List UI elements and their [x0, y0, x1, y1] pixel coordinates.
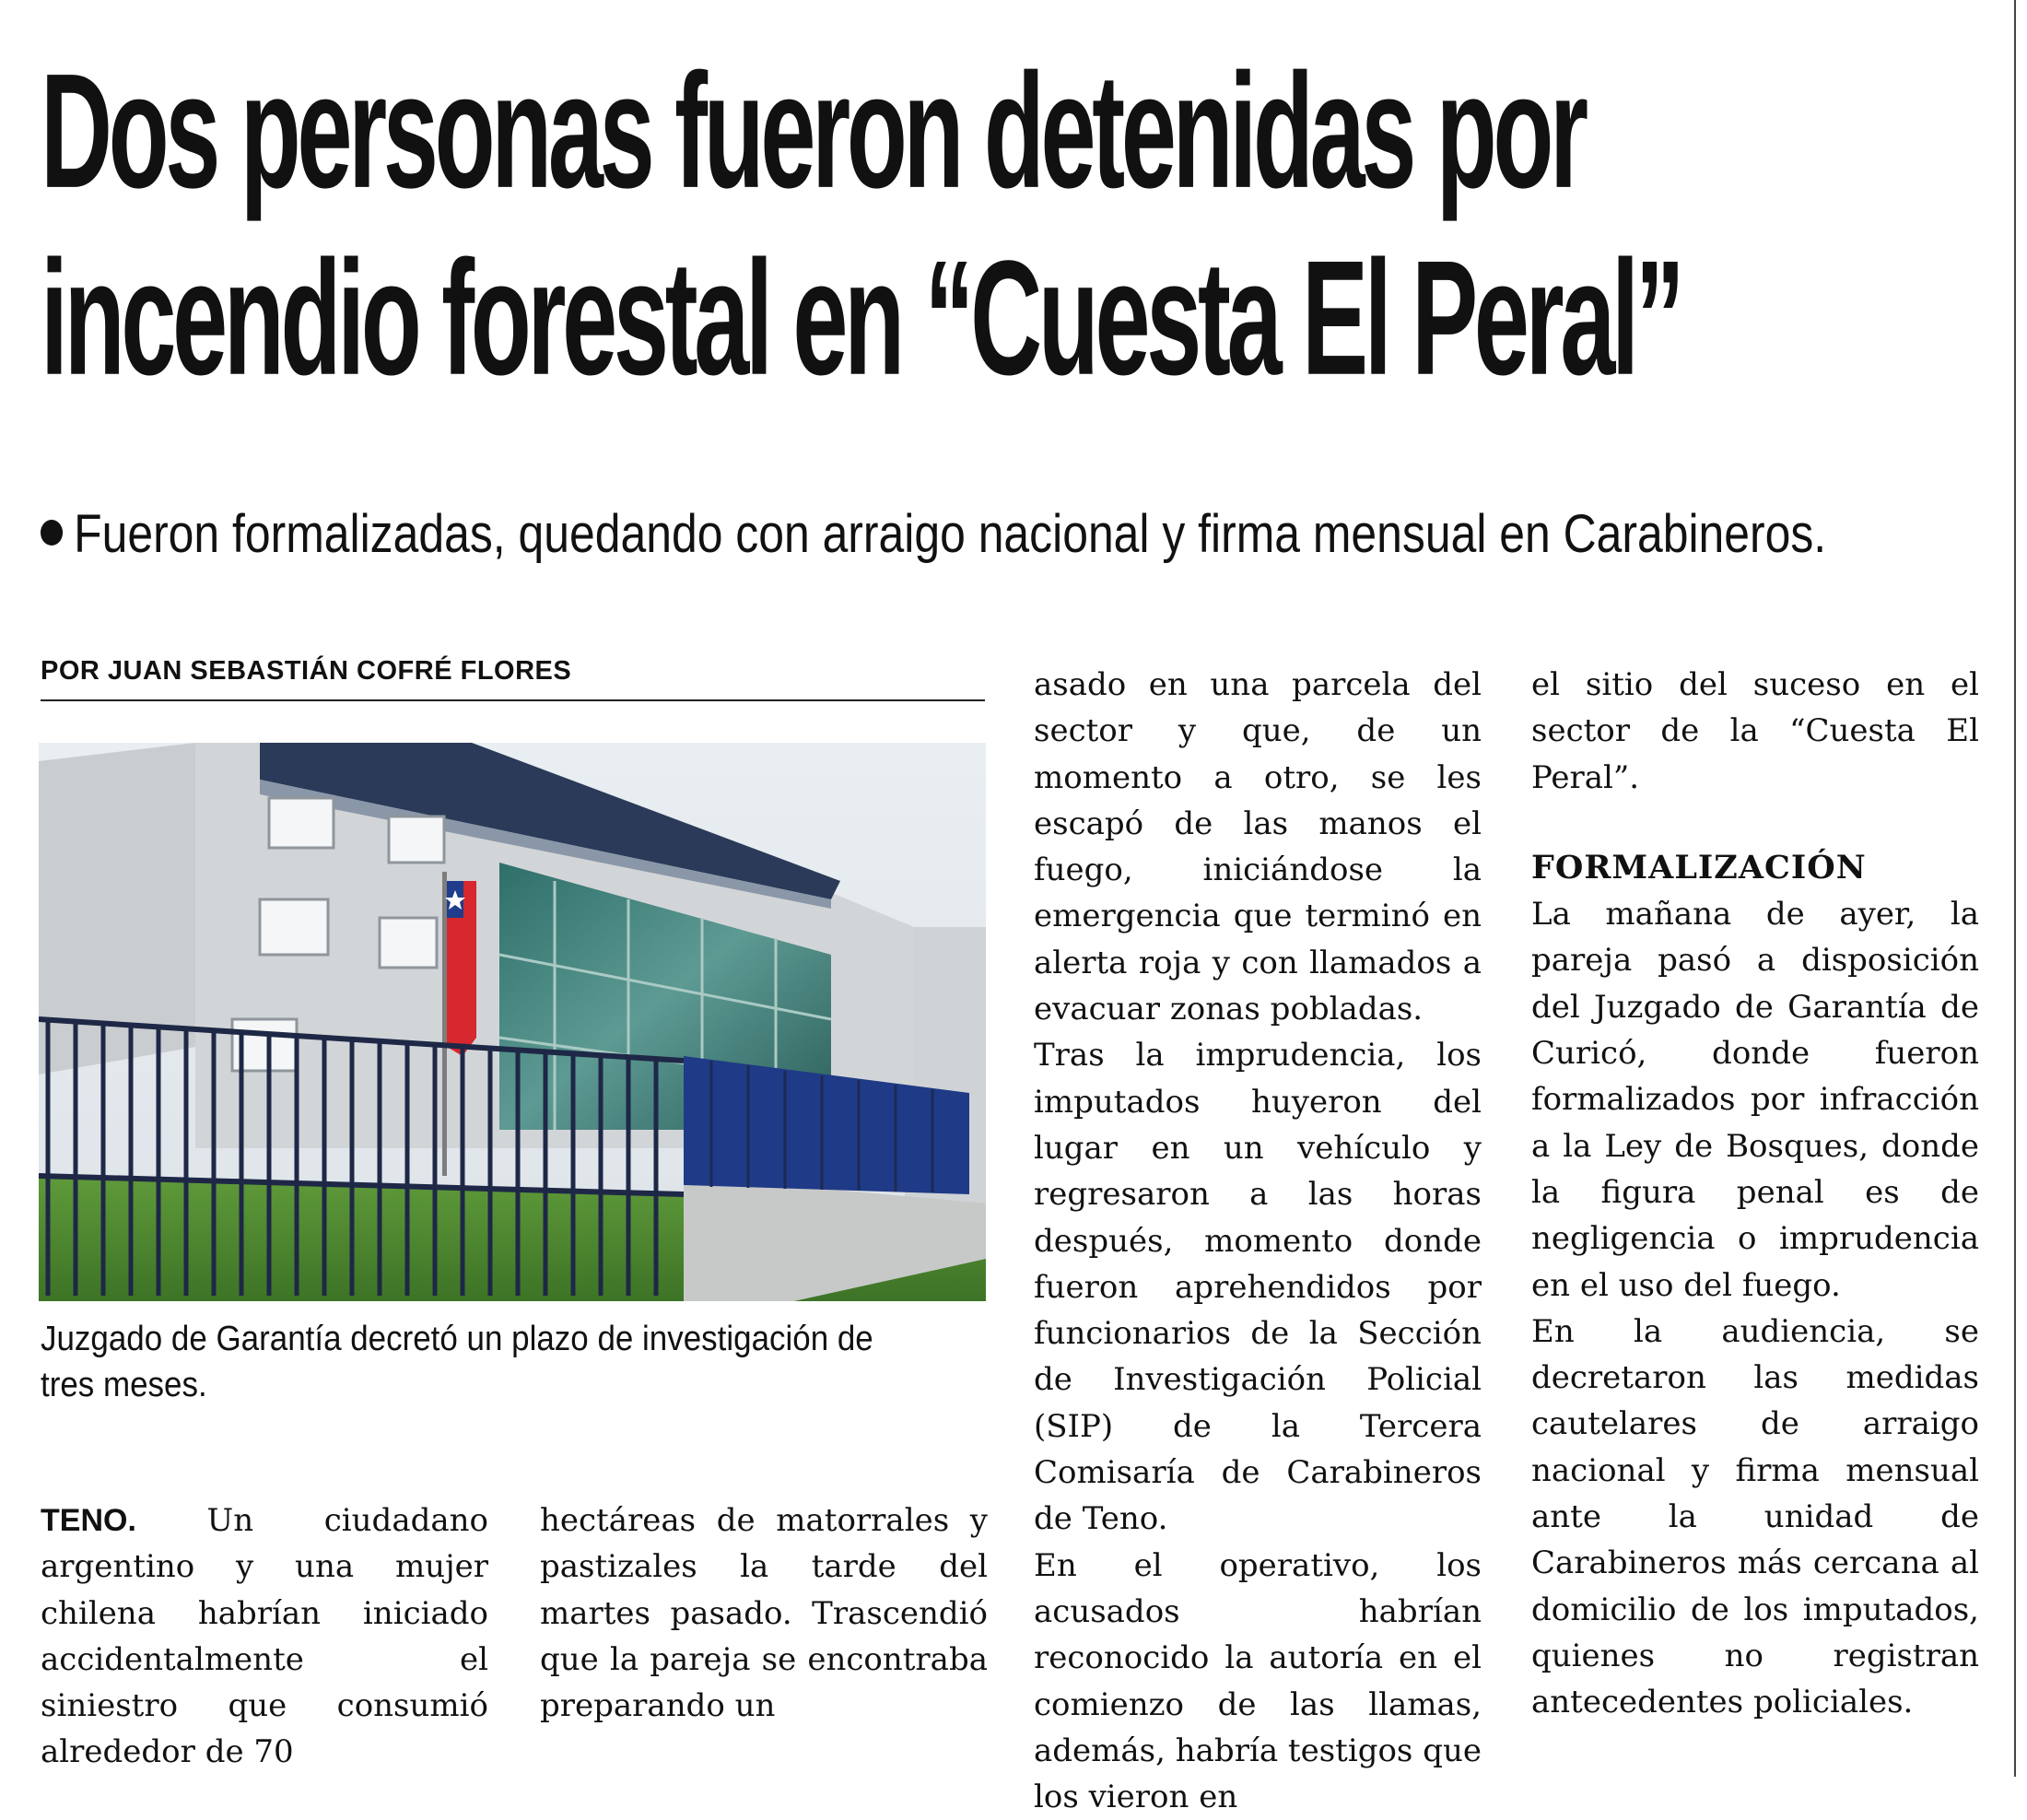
photo-caption: Juzgado de Garantía decretó un plazo de investigación de tres meses.	[41, 1320, 873, 1404]
column-3-paragraph-1: asado en una parcela del sector y que, de un momento a otro, se les escapó de las manos el fuego, iniciándose la emergencia que terminó en alerta roja y con llamados a evacuar zonas pobladas.	[1034, 666, 1482, 1028]
dateline: TENO.	[41, 1503, 136, 1538]
body-column-1	[41, 1497, 488, 1776]
body-column-2	[540, 1497, 988, 1729]
courthouse-photo	[39, 743, 986, 1301]
page-edge-rule	[2014, 0, 2016, 1777]
deck	[41, 502, 1826, 567]
column-3-paragraph-3: En el operativo, los acusados habrían reconocido la autoría en el comienzo de las llamas, además, habría testigos que los vieron en	[1034, 1546, 1482, 1816]
headline-line-2: incendio forestal en “Cuesta El Peral”	[41, 226, 1681, 409]
lead-paragraph	[41, 1497, 488, 1776]
deck-text: Fueron formalizadas, quedando con arraigo nacional y firma mensual en Carabineros.	[74, 504, 1827, 564]
body-column-4	[1531, 662, 1979, 1726]
byline: POR JUAN SEBASTIÁN COFRÉ FLORES	[41, 656, 985, 701]
section-subhead: FORMALIZACIÓN	[1531, 848, 1867, 887]
column-4-paragraph-2: En la audiencia, se decretaron las medidas cautelares de arraigo nacional y firma mensual ante la unidad de Carabineros más cercana al domicilio de los imputados, quienes no registran antecedentes policiales.	[1531, 1312, 1979, 1721]
headline	[41, 37, 1681, 411]
column-4-intro: el sitio del suceso en el sector de la “Cuesta El Peral”.	[1531, 666, 1979, 796]
column-3-paragraph-2: Tras la imprudencia, los imputados huyeron del lugar en un vehículo y regresaron a las horas después, momento donde fueron aprehendidos por funcionarios de la Sección de Investigación Policial (SIP) de la Tercera Comisaría de Carabineros de Teno.	[1034, 1037, 1482, 1538]
lead-text: Un ciudadano argentino y una mujer chilena habrían iniciado accidentalmente el siniestro que consumió alrededor de 70	[41, 1502, 488, 1771]
column-4-paragraph-1: La mañana de ayer, la pareja pasó a disposición del Juzgado de Garantía de Curicó, donde fueron formalizados por infracción a la Ley de Bosques, donde la figura penal es de negligencia o imprudencia en el uso del fuego.	[1531, 896, 1979, 1304]
column-2-text: hectáreas de matorrales y pastizales la tarde del martes pasado. Trascendió que la pareja se encontraba preparando un	[540, 1502, 988, 1725]
body-column-3	[1034, 662, 1482, 1820]
headline-line-1: Dos personas fueron detenidas por	[41, 39, 1585, 222]
bullet-icon	[41, 520, 63, 546]
